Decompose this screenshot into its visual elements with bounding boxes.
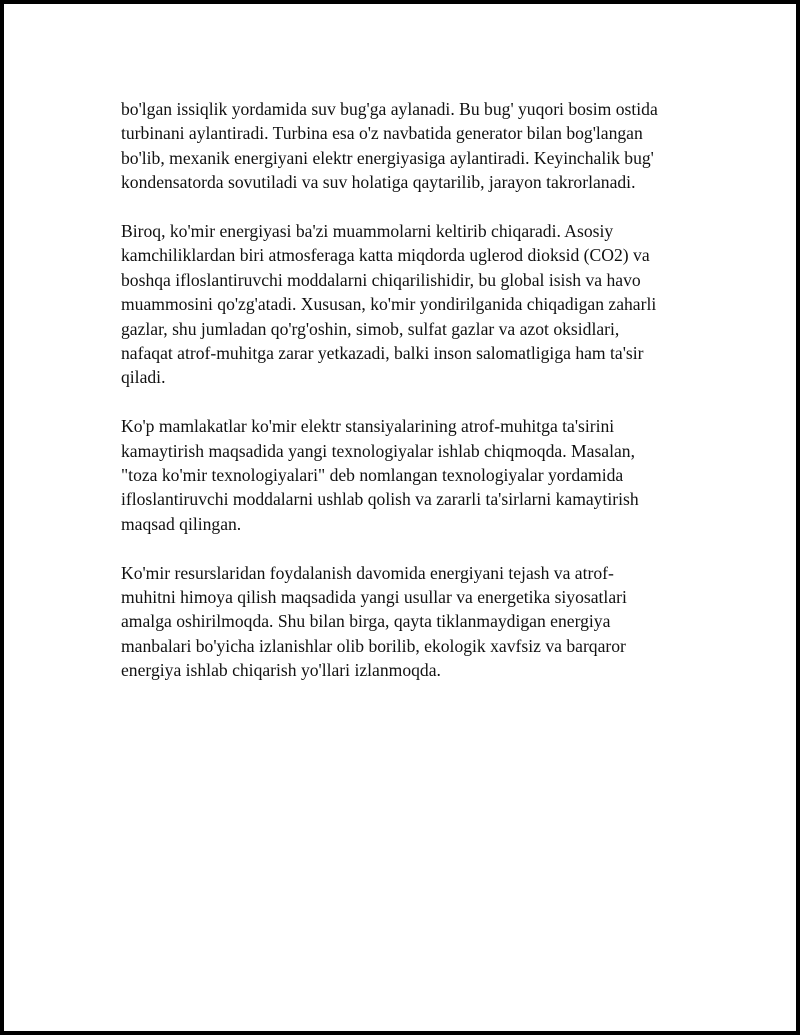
text-line: amalga oshirilmoqda. Shu bilan birga, qayta tiklanmaydigan energiya [121,611,611,632]
text-line: manbalari bo'yicha izlanishlar olib borilib, ekologik xavfsiz va barqaror [121,635,626,656]
text-line: Ko'p mamlakatlar ko'mir elektr stansiyalarining atrof-muhitga ta'sirini [121,416,615,437]
text-line: bo'lgan issiqlik yordamida suv bug'ga aylanadi. Bu bug' yuqori bosim ostida [121,99,658,119]
text-line: energiya ishlab chiqarish yo'llari izlanmoqda. [121,660,441,681]
paragraph [121,414,691,536]
text-line: boshqa ifloslantiruvchi moddalarni chiqarilishidir, bu global isish va havo [121,269,641,290]
text-line: Biroq, ko'mir energiyasi ba'zi muammolarni keltirib chiqaradi. Asosiy [121,221,614,242]
text-line: kondensatorda sovutiladi va suv holatiga qaytarilib, jarayon takrorlanadi. [121,172,636,193]
text-line: ifloslantiruvchi moddalarni ushlab qolish va zararli ta'sirlarni kamaytirish [121,489,639,510]
paragraph [121,97,691,195]
paragraph [121,561,691,683]
text-line: kamaytirish maqsadida yangi texnologiyalar ishlab chiqmoqda. Masalan, [121,440,635,461]
text-line: maqsad qilingan. [121,513,242,534]
paragraph [121,219,691,390]
text-line: gazlar, shu jumladan qo'rg'oshin, simob, sulfat gazlar va azot oksidlari, [121,318,620,339]
text-line: muammosini qo'zg'atadi. Xususan, ko'mir yondirilganida chiqadigan zaharli [121,294,657,315]
text-line: turbinani aylantiradi. Turbina esa o'z navbatida generator bilan bog'langan [121,123,643,144]
text-line: nafaqat atrof-muhitga zarar yetkazadi, balki inson salomatligiga ham ta'sir [121,343,644,364]
text-line: muhitni himoya qilish maqsadida yangi usullar va energetika siyosatlari [121,587,627,608]
text-line: bo'lib, mexanik energiyani elektr energiyasiga aylantiradi. Keyinchalik bug' [121,147,654,168]
document-body [121,97,691,707]
text-line: kamchiliklardan biri atmosferaga katta miqdorda uglerod dioksid (CO2) va [121,245,650,266]
text-line: Ko'mir resurslaridan foydalanish davomida energiyani tejash va atrof- [121,562,614,583]
text-line: qiladi. [121,367,166,388]
text-line: "toza ko'mir texnologiyalari" deb nomlangan texnologiyalar yordamida [121,465,624,486]
